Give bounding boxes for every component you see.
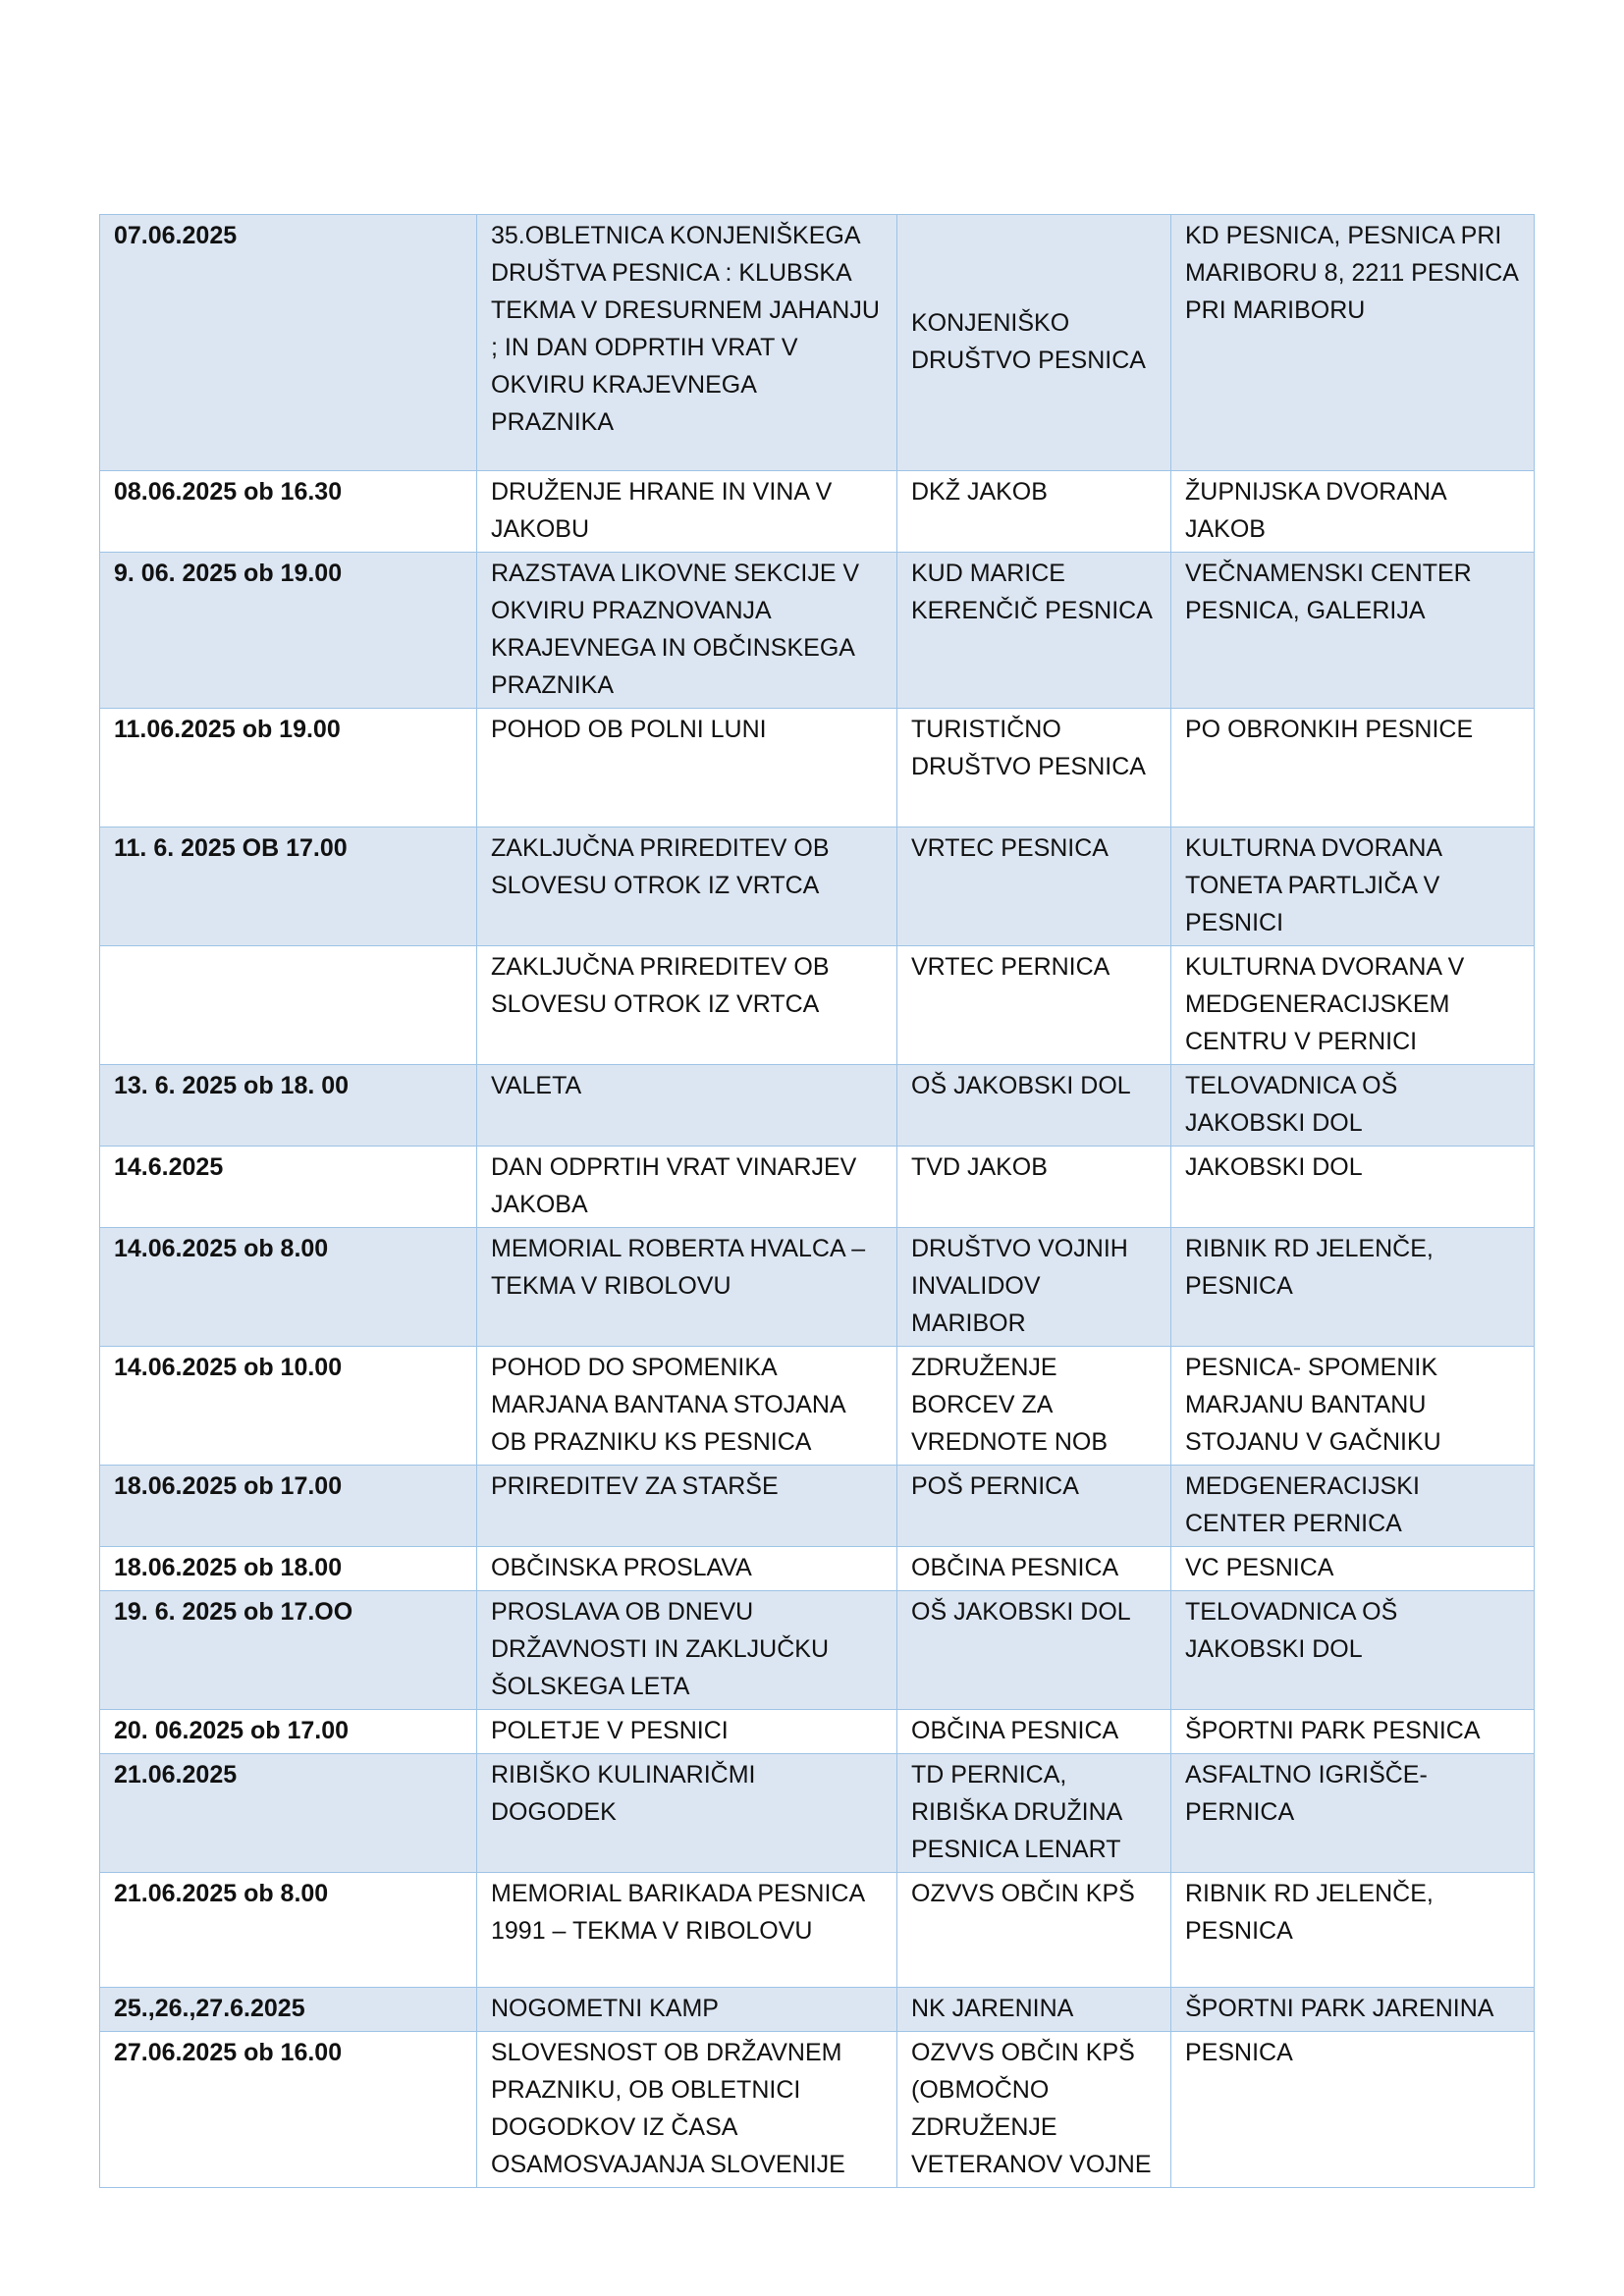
event-title: ZAKLJUČNA PRIREDITEV OB SLOVESU OTROK IZ VRTCA xyxy=(477,828,897,946)
event-location: RIBNIK RD JELENČE, PESNICA xyxy=(1171,1873,1535,1988)
event-location: ASFALTNO IGRIŠČE-PERNICA xyxy=(1171,1754,1535,1873)
event-date: 14.06.2025 ob 10.00 xyxy=(100,1347,477,1466)
event-title: 35.OBLETNICA KONJENIŠKEGA DRUŠTVA PESNICA : KLUBSKA TEKMA V DRESURNEM JAHANJU ; IN DAN ODPRTIH VRAT V OKVIRU KRAJEVNEGA PRAZNIKA xyxy=(477,215,897,471)
event-title: DRUŽENJE HRANE IN VINA V JAKOBU xyxy=(477,471,897,553)
event-location: PO OBRONKIH PESNICE xyxy=(1171,709,1535,828)
event-date: 27.06.2025 ob 16.00 xyxy=(100,2032,477,2188)
event-location: KULTURNA DVORANA TONETA PARTLJIČA V PESNICI xyxy=(1171,828,1535,946)
event-date: 14.6.2025 xyxy=(100,1147,477,1228)
event-title: SLOVESNOST OB DRŽAVNEM PRAZNIKU, OB OBLETNICI DOGODKOV IZ ČASA OSAMOSVAJANJA SLOVENIJE xyxy=(477,2032,897,2188)
event-date: 18.06.2025 ob 18.00 xyxy=(100,1547,477,1591)
event-date: 9. 06. 2025 ob 19.00 xyxy=(100,553,477,709)
table-row xyxy=(100,2032,1535,2188)
table-row xyxy=(100,215,1535,471)
event-date: 07.06.2025 xyxy=(100,215,477,471)
event-date: 13. 6. 2025 ob 18. 00 xyxy=(100,1065,477,1147)
event-location: PESNICA- SPOMENIK MARJANU BANTANU STOJANU V GAČNIKU xyxy=(1171,1347,1535,1466)
event-date: 20. 06.2025 ob 17.00 xyxy=(100,1710,477,1754)
event-organizer: KONJENIŠKO DRUŠTVO PESNICA xyxy=(897,215,1171,471)
table-row xyxy=(100,1591,1535,1710)
event-date: 11.06.2025 ob 19.00 xyxy=(100,709,477,828)
event-organizer: OZVVS OBČIN KPŠ xyxy=(897,1873,1171,1988)
event-title: RIBIŠKO KULINARIČMI DOGODEK xyxy=(477,1754,897,1873)
event-title: DAN ODPRTIH VRAT VINARJEV JAKOBA xyxy=(477,1147,897,1228)
event-location: ŽUPNIJSKA DVORANA JAKOB xyxy=(1171,471,1535,553)
event-organizer: DKŽ JAKOB xyxy=(897,471,1171,553)
event-organizer: OŠ JAKOBSKI DOL xyxy=(897,1065,1171,1147)
event-organizer: ZDRUŽENJE BORCEV ZA VREDNOTE NOB xyxy=(897,1347,1171,1466)
table-row xyxy=(100,1347,1535,1466)
event-organizer: OZVVS OBČIN KPŠ (OBMOČNO ZDRUŽENJE VETERANOV VOJNE xyxy=(897,2032,1171,2188)
events-table xyxy=(99,214,1535,2188)
event-location: TELOVADNICA OŠ JAKOBSKI DOL xyxy=(1171,1065,1535,1147)
event-organizer: VRTEC PESNICA xyxy=(897,828,1171,946)
event-organizer: OBČINA PESNICA xyxy=(897,1547,1171,1591)
event-organizer: OBČINA PESNICA xyxy=(897,1710,1171,1754)
event-title: NOGOMETNI KAMP xyxy=(477,1988,897,2032)
event-location: VEČNAMENSKI CENTER PESNICA, GALERIJA xyxy=(1171,553,1535,709)
event-organizer: DRUŠTVO VOJNIH INVALIDOV MARIBOR xyxy=(897,1228,1171,1347)
table-row xyxy=(100,1065,1535,1147)
event-date: 11. 6. 2025 OB 17.00 xyxy=(100,828,477,946)
event-location: VC PESNICA xyxy=(1171,1547,1535,1591)
event-date: 14.06.2025 ob 8.00 xyxy=(100,1228,477,1347)
event-date: 08.06.2025 ob 16.30 xyxy=(100,471,477,553)
event-organizer: TURISTIČNO DRUŠTVO PESNICA xyxy=(897,709,1171,828)
event-date: 21.06.2025 ob 8.00 xyxy=(100,1873,477,1988)
table-row xyxy=(100,1466,1535,1547)
event-title: POLETJE V PESNICI xyxy=(477,1710,897,1754)
event-title: MEMORIAL ROBERTA HVALCA – TEKMA V RIBOLOVU xyxy=(477,1228,897,1347)
event-title: OBČINSKA PROSLAVA xyxy=(477,1547,897,1591)
event-date: 21.06.2025 xyxy=(100,1754,477,1873)
event-organizer: VRTEC PERNICA xyxy=(897,946,1171,1065)
table-row xyxy=(100,1754,1535,1873)
event-date: 25.,26.,27.6.2025 xyxy=(100,1988,477,2032)
event-organizer: TVD JAKOB xyxy=(897,1147,1171,1228)
event-date: 19. 6. 2025 ob 17.OO xyxy=(100,1591,477,1710)
event-date: 18.06.2025 ob 17.00 xyxy=(100,1466,477,1547)
event-title: MEMORIAL BARIKADA PESNICA 1991 – TEKMA V RIBOLOVU xyxy=(477,1873,897,1988)
event-location: KD PESNICA, PESNICA PRI MARIBORU 8, 2211 PESNICA PRI MARIBORU xyxy=(1171,215,1535,471)
event-location: MEDGENERACIJSKI CENTER PERNICA xyxy=(1171,1466,1535,1547)
event-title: RAZSTAVA LIKOVNE SEKCIJE V OKVIRU PRAZNOVANJA KRAJEVNEGA IN OBČINSKEGA PRAZNIKA xyxy=(477,553,897,709)
event-organizer: NK JARENINA xyxy=(897,1988,1171,2032)
event-title: POHOD OB POLNI LUNI xyxy=(477,709,897,828)
event-organizer: TD PERNICA, RIBIŠKA DRUŽINA PESNICA LENART xyxy=(897,1754,1171,1873)
event-location: ŠPORTNI PARK PESNICA xyxy=(1171,1710,1535,1754)
event-title: PRIREDITEV ZA STARŠE xyxy=(477,1466,897,1547)
table-row xyxy=(100,471,1535,553)
event-organizer: KUD MARICE KERENČIČ PESNICA xyxy=(897,553,1171,709)
event-location: ŠPORTNI PARK JARENINA xyxy=(1171,1988,1535,2032)
table-row xyxy=(100,709,1535,828)
table-row xyxy=(100,1547,1535,1591)
event-title: PROSLAVA OB DNEVU DRŽAVNOSTI IN ZAKLJUČKU ŠOLSKEGA LETA xyxy=(477,1591,897,1710)
event-location: TELOVADNICA OŠ JAKOBSKI DOL xyxy=(1171,1591,1535,1710)
event-date xyxy=(100,946,477,1065)
event-location: RIBNIK RD JELENČE, PESNICA xyxy=(1171,1228,1535,1347)
event-organizer: POŠ PERNICA xyxy=(897,1466,1171,1547)
event-title: VALETA xyxy=(477,1065,897,1147)
event-location: JAKOBSKI DOL xyxy=(1171,1147,1535,1228)
table-row xyxy=(100,828,1535,946)
event-title: POHOD DO SPOMENIKA MARJANA BANTANA STOJANA OB PRAZNIKU KS PESNICA xyxy=(477,1347,897,1466)
event-location: PESNICA xyxy=(1171,2032,1535,2188)
table-row xyxy=(100,553,1535,709)
table-row xyxy=(100,1710,1535,1754)
table-row xyxy=(100,1873,1535,1988)
event-location: KULTURNA DVORANA V MEDGENERACIJSKEM CENTRU V PERNICI xyxy=(1171,946,1535,1065)
table-row xyxy=(100,1988,1535,2032)
table-row xyxy=(100,1147,1535,1228)
event-organizer: OŠ JAKOBSKI DOL xyxy=(897,1591,1171,1710)
table-row xyxy=(100,1228,1535,1347)
table-row xyxy=(100,946,1535,1065)
event-title: ZAKLJUČNA PRIREDITEV OB SLOVESU OTROK IZ VRTCA xyxy=(477,946,897,1065)
